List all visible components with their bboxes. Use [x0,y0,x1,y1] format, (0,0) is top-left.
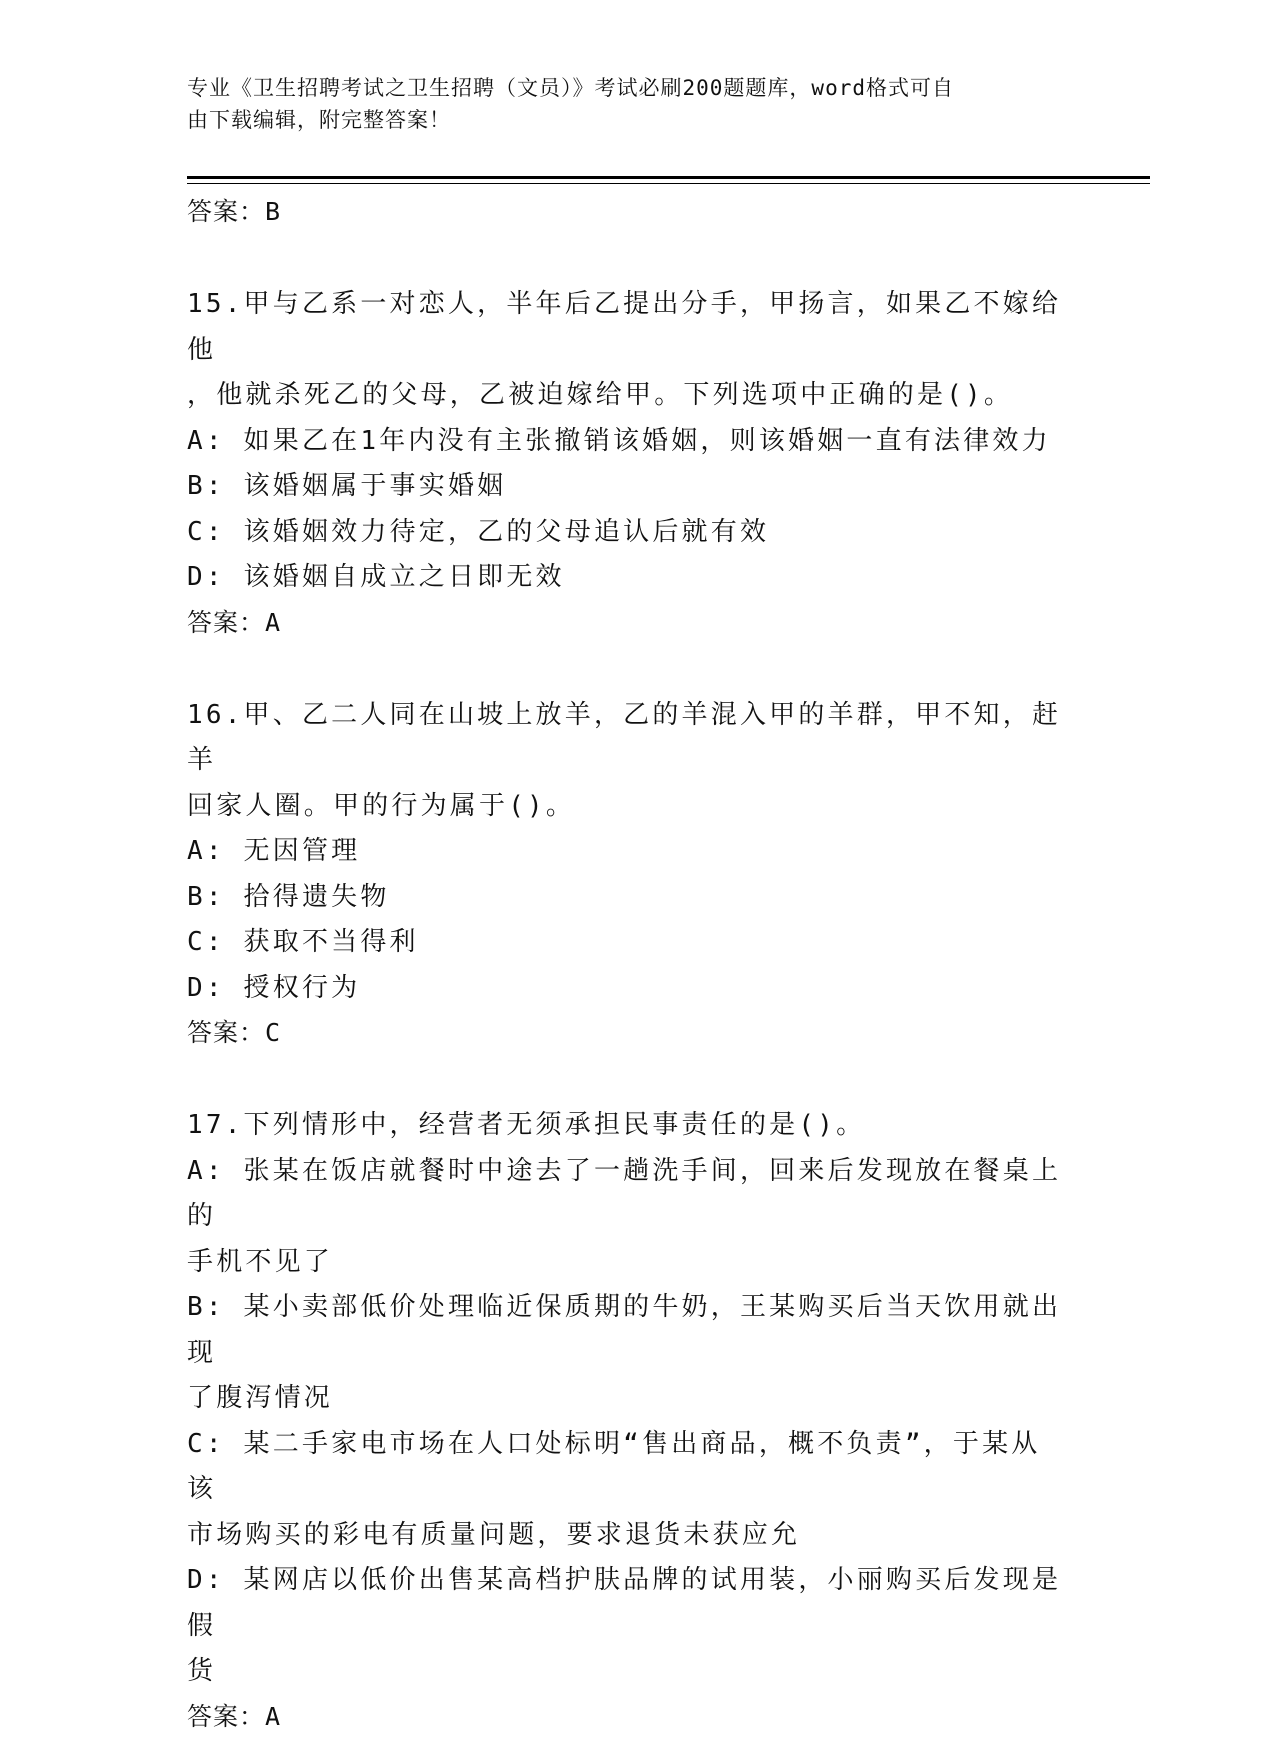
option-b: B: 该婚姻属于事实婚姻 [187,471,507,501]
document-header [187,72,1067,136]
question-15 [187,282,1067,645]
option-d-line-1: D: 某网店以低价出售某高档护肤品牌的试用装，小丽购买后发现是假 [187,1565,1062,1641]
option-a-line-2: 手机不见了 [187,1246,334,1277]
header-rule-thin [187,183,1150,184]
header-line-2: 由下载编辑，附完整答案！ [187,108,451,132]
answer-line: 答案：A [187,607,282,637]
option-a-line-1: A: 张某在饭店就餐时中途去了一趟洗手间，回来后发现放在餐桌上的 [187,1155,1062,1231]
answer-line: 答案：C [187,1018,282,1047]
question-17 [187,1103,1067,1739]
option-d: D: 授权行为 [187,972,361,1003]
option-b: B: 拾得遗失物 [187,881,390,912]
option-c: C: 该婚姻效力待定，乙的父母追认后就有效 [187,516,770,547]
spacer [187,234,1067,282]
option-c-line-2: 市场购买的彩电有质量问题，要求退货未获应允 [187,1519,801,1550]
document-content [187,190,1067,1739]
answer-line: 答案：A [187,1701,282,1731]
question-16 [187,693,1067,1056]
option-d-line-2: 货 [187,1656,217,1686]
answer-previous: 答案：B [187,197,282,226]
question-stem-line: ，他就杀死乙的父母，乙被迫嫁给甲。下列选项中正确的是()。 [187,380,1014,410]
option-b-line-2: 了腹泻情况 [187,1383,334,1413]
option-a: A: 如果乙在1年内没有主张撤销该婚姻，则该婚姻一直有法律效力 [187,425,1051,456]
question-stem-line: 17.下列情形中，经营者无须承担民事责任的是()。 [187,1110,866,1140]
option-d: D: 该婚姻自成立之日即无效 [187,562,565,592]
header-rule-thick [187,176,1150,179]
question-stem-line: 16.甲、乙二人同在山坡上放羊，乙的羊混入甲的羊群，甲不知，赶羊 [187,699,1062,775]
question-stem-line: 回家人圈。甲的行为属于()。 [187,790,576,821]
spacer [187,645,1067,693]
option-c: C: 获取不当得利 [187,927,419,957]
question-stem-line: 15.甲与乙系一对恋人，半年后乙提出分手，甲扬言，如果乙不嫁给他 [187,289,1062,365]
spacer [187,1055,1067,1103]
header-line-1: 专业《卫生招聘考试之卫生招聘（文员）》考试必刷200题题库，word格式可自 [187,76,954,100]
option-a: A: 无因管理 [187,836,361,866]
option-b-line-1: B: 某小卖部低价处理临近保质期的牛奶，王某购买后当天饮用就出现 [187,1292,1062,1368]
option-c-line-1: C: 某二手家电市场在人口处标明“售出商品，概不负责”，于某从该 [187,1428,1041,1504]
